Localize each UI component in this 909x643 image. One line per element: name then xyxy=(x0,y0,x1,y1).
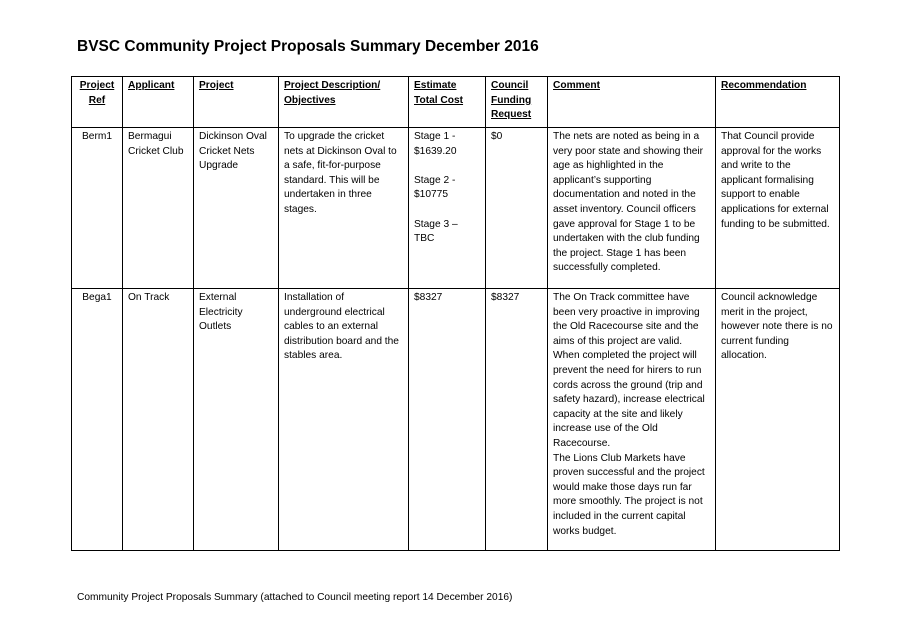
table-header-row xyxy=(72,77,840,128)
page-title: BVSC Community Project Proposals Summary December 2016 xyxy=(77,38,539,55)
cell-recommendation: That Council provide approval for the works and write to the applicant formalising support to enable applications for external funding to be submitted. xyxy=(716,128,840,289)
cell-description: To upgrade the cricket nets at Dickinson Oval to a safe, fit-for-purpose standard. This will be undertaken in three stages. xyxy=(279,128,409,289)
cell-ref: Bega1 xyxy=(72,289,123,551)
cell-recommendation: Council acknowledge merit in the project, however note there is no current funding allocation. xyxy=(716,289,840,551)
cell-cost xyxy=(409,128,486,289)
cost-total: $8327 xyxy=(414,292,443,303)
comment-paragraph: The Lions Club Markets have proven successful and the project would make those days run far more smoothly. The project is not included in the current capital works budget. xyxy=(553,452,705,537)
page-footer: Community Project Proposals Summary (attached to Council meeting report 14 December 2016) xyxy=(77,592,513,603)
header-applicant: Applicant xyxy=(123,77,194,128)
cost-stage-1: Stage 1 - $1639.20 xyxy=(414,131,457,157)
header-project-ref: Project Ref xyxy=(72,77,123,128)
header-comment: Comment xyxy=(548,77,716,128)
cell-comment xyxy=(548,289,716,551)
cell-comment xyxy=(548,128,716,289)
header-estimate-cost: Estimate Total Cost xyxy=(409,77,486,128)
header-project: Project xyxy=(194,77,279,128)
cell-cost xyxy=(409,289,486,551)
cost-stage-3: Stage 3 – TBC xyxy=(414,218,458,245)
header-description: Project Description/ Objectives xyxy=(279,77,409,128)
proposals-table xyxy=(71,76,840,551)
cell-project: External Electricity Outlets xyxy=(194,289,279,551)
cell-applicant: Bermagui Cricket Club xyxy=(123,128,194,289)
header-recommendation: Recommendation xyxy=(716,77,840,128)
comment-paragraph: The nets are noted as being in a very poor state and showing their age as highlighted in the applicant’s supporting documentation and noted in the asset inventory. Council officers gave approval for Stage 1 to be undertaken with the club funding the project. Stage 1 has been successfully completed. xyxy=(553,131,704,274)
table-row xyxy=(72,128,840,289)
cell-ref: Berm1 xyxy=(72,128,123,289)
cell-funding: $0 xyxy=(486,128,548,289)
cost-stage-2: Stage 2 - $10775 xyxy=(414,174,456,201)
header-funding-request: Council Funding Request xyxy=(486,77,548,128)
comment-paragraph: The On Track committee have been very proactive in improving the Old Racecourse site and the aims of this project are valid. xyxy=(553,292,700,347)
cell-description: Installation of underground electrical cables to an external distribution board and the stables area. xyxy=(279,289,409,551)
comment-paragraph: When completed the project will prevent the need for hirers to run cords across the ground (trip and safety hazard), increase electrical capacity at the site and likely increase use of the Old Racecourse. xyxy=(553,350,705,449)
cell-funding: $8327 xyxy=(486,289,548,551)
cell-applicant: On Track xyxy=(123,289,194,551)
table-row xyxy=(72,289,840,551)
cell-project: Dickinson Oval Cricket Nets Upgrade xyxy=(194,128,279,289)
